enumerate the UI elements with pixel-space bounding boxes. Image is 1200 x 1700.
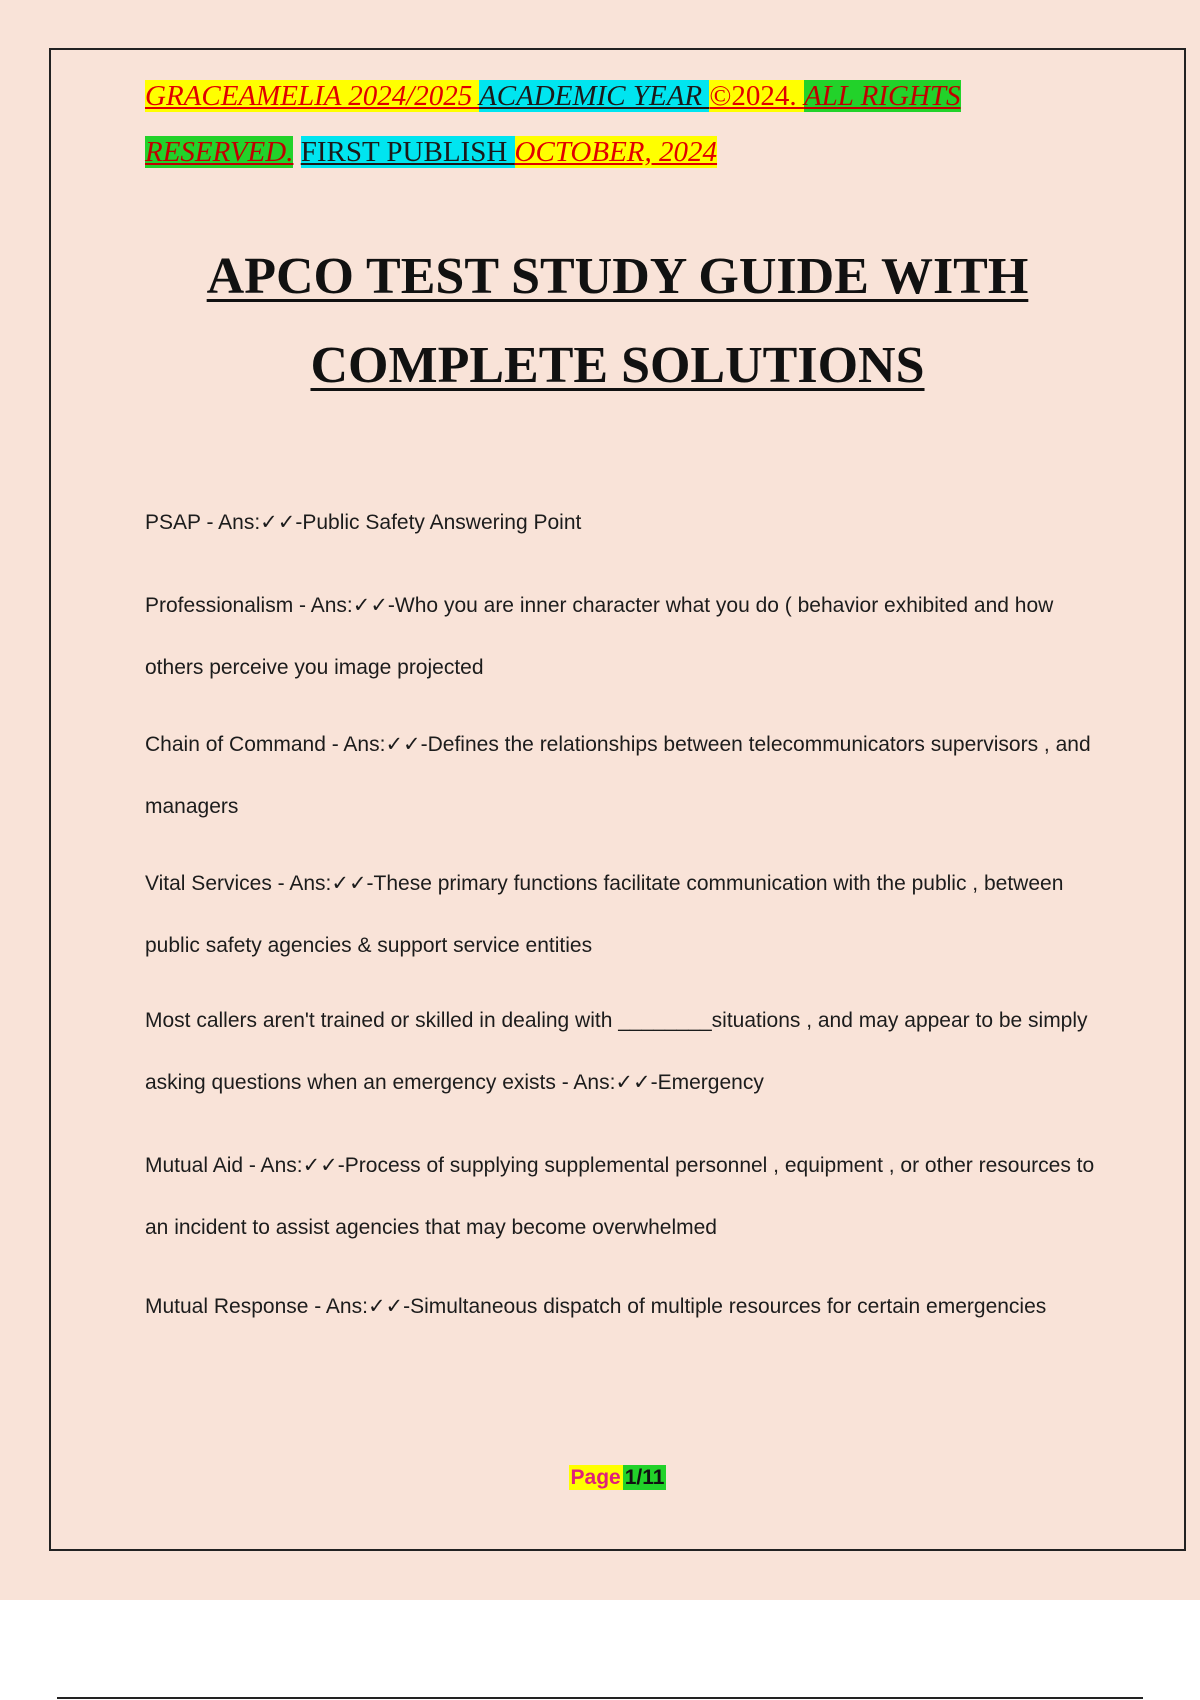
header-copyright: ©2024. <box>709 80 804 112</box>
qa-entry-psap: PSAP - Ans:✓✓-Public Safety Answering Point <box>145 511 582 534</box>
copyright-header <box>145 68 1105 180</box>
header-space <box>293 136 300 168</box>
qa-entry-mutual-aid: Mutual Aid - Ans:✓✓-Process of supplying supplemental personnel , equipment , or other resources to an incident to assist agencies that may become overwhelmed <box>145 1154 1095 1239</box>
qa-entry-vital-services: Vital Services - Ans:✓✓-These primary functions facilitate communication with the public , between public safety agencies & support service entities <box>145 872 1064 957</box>
page-number: 1/11 <box>624 1466 665 1489</box>
title-line-2: COMPLETE SOLUTIONS <box>310 337 925 394</box>
header-author-year: GRACEAMELIA 2024/2025 <box>145 80 480 112</box>
qa-entry-most-callers: Most callers aren't trained or skilled in dealing with ________situations , and may appear to be simply asking questions when an emergency exists - Ans:✓✓-Emergency <box>145 1009 1088 1094</box>
qa-entry-professionalism: Professionalism - Ans:✓✓-Who you are inner character what you do ( behavior exhibited and how others perceive you image projected <box>145 594 1054 679</box>
header-first-publish: FIRST PUBLISH <box>300 136 515 168</box>
page-label: Page <box>570 1466 621 1489</box>
header-rights: ALL RIGHTS RESERVED. <box>145 80 961 168</box>
page-footer <box>0 1466 1200 1490</box>
qa-entry-chain-of-command: Chain of Command - Ans:✓✓-Defines the relationships between telecommunicators supervisors , and managers <box>145 733 1091 818</box>
title-line-1: APCO TEST STUDY GUIDE WITH <box>206 248 1029 305</box>
bottom-divider <box>57 1697 1143 1699</box>
header-publish-date: OCTOBER, 2024 <box>514 136 718 168</box>
qa-entry-mutual-response: Mutual Response - Ans:✓✓-Simultaneous dispatch of multiple resources for certain emergencies <box>145 1295 1047 1318</box>
header-academic-year: ACADEMIC YEAR <box>479 80 710 112</box>
document-title <box>120 232 1115 410</box>
